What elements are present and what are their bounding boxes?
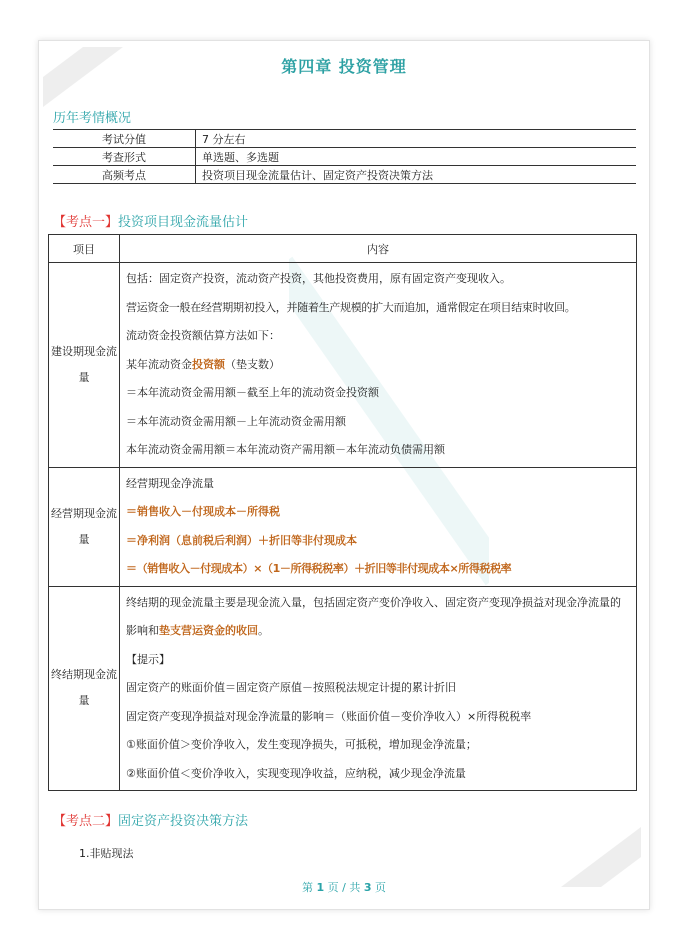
chapter-title: 第四章 投资管理 xyxy=(281,57,407,76)
footer-text: 第 xyxy=(301,881,317,894)
row-label: 建设期现金流量 xyxy=(49,263,120,468)
table-row xyxy=(49,263,637,468)
content-line: ＝本年流动资金需用额－截至上年的流动资金投资额 xyxy=(126,386,379,399)
text-span: （垫支数） xyxy=(225,357,280,371)
highlight-line: ＝销售收入－付现成本－所得税 xyxy=(126,505,280,518)
highlight-line: ＝（销售收入－付现成本）×（1－所得税税率）＋折旧等非付现成本×所得税税率 xyxy=(126,562,512,575)
table-cell: 投资项目现金流量估计、固定资产投资决策方法 xyxy=(196,166,637,184)
content-line: 流动资金投资额估算方法如下： xyxy=(126,329,280,342)
text-span: 终结期的现金流量主要是现金流入量，包括固定资产变价净收入、固定资产变现净损益对现金净流量的影响和 xyxy=(126,595,621,637)
table-cell: 单选题、多选题 xyxy=(196,148,637,166)
page-number: 1 xyxy=(316,881,325,894)
page-footer xyxy=(39,879,649,895)
footer-text: 页 xyxy=(371,881,386,894)
content-line: 本年流动资金需用额＝本年流动资产需用额－本年流动负债需用额 xyxy=(126,443,445,456)
history-table xyxy=(53,129,636,184)
point1-bracket: 【考点一】 xyxy=(53,215,119,230)
table-cell: 考查形式 xyxy=(53,148,196,166)
text-span: 某年流动资金 xyxy=(126,357,192,371)
content-line: 固定资产变现净损益对现金净流量的影响＝（账面价值－变价净收入）×所得税税率 xyxy=(126,709,532,723)
table-cell: 高频考点 xyxy=(53,166,196,184)
history-heading: 历年考情概况 xyxy=(53,111,132,126)
content-line: 包括：固定资产投资，流动资产投资，其他投资费用，原有固定资产变现收入。 xyxy=(126,272,511,285)
document-page xyxy=(38,40,650,910)
table-row xyxy=(53,130,636,148)
cashflow-table xyxy=(48,234,637,791)
point2-title: 固定资产投资决策方法 xyxy=(118,814,249,829)
point2-bracket: 【考点二】 xyxy=(53,814,119,829)
point2-heading xyxy=(53,810,248,829)
page-total: 3 xyxy=(363,881,372,894)
point1-heading xyxy=(53,211,248,230)
subsection-title: 1.非贴现法 xyxy=(79,847,134,860)
content-paragraph xyxy=(126,589,630,646)
corner-watermark-icon xyxy=(561,827,641,887)
footer-text: 页 / 共 xyxy=(324,881,364,894)
row-content xyxy=(120,586,637,791)
highlight-text: 投资额 xyxy=(192,357,225,371)
content-line: ②账面价值＜变价净收入，实现变现净收益，应纳税，减少现金净流量 xyxy=(126,766,466,780)
content-line: 固定资产的账面价值＝固定资产原值－按照税法规定计提的累计折旧 xyxy=(126,681,456,694)
content-line: 营运资金一般在经营期期初投入，并随着生产规模的扩大而追加，通常假定在项目结束时收回。 xyxy=(126,300,576,314)
content-line: ＝本年流动资金需用额－上年流动资金需用额 xyxy=(126,414,346,428)
table-row xyxy=(49,586,637,791)
highlight-line: ＝净利润（息前税后利润）＋折旧等非付现成本 xyxy=(126,533,357,547)
row-content xyxy=(120,263,637,468)
content-line: 经营期现金净流量 xyxy=(126,476,214,490)
content-line: 【提示】 xyxy=(126,652,170,666)
table-row xyxy=(53,166,636,184)
row-content xyxy=(120,467,637,586)
table-cell: 7 分左右 xyxy=(196,130,637,148)
highlight-text: 垫支营运资金的收回 xyxy=(159,624,258,637)
column-header-item: 项目 xyxy=(49,235,120,263)
row-label: 经营期现金流量 xyxy=(49,467,120,586)
point1-title: 投资项目现金流量估计 xyxy=(118,215,249,230)
text-span: 。 xyxy=(258,624,269,637)
table-row xyxy=(49,467,637,586)
table-cell: 考试分值 xyxy=(53,130,196,148)
column-header-content: 内容 xyxy=(120,235,637,263)
content-line: ①账面价值＞变价净收入，发生变现净损失，可抵税，增加现金净流量； xyxy=(126,738,477,751)
table-header-row xyxy=(49,235,637,263)
content-line xyxy=(126,351,630,380)
row-label: 终结期现金流量 xyxy=(49,586,120,791)
table-row xyxy=(53,148,636,166)
